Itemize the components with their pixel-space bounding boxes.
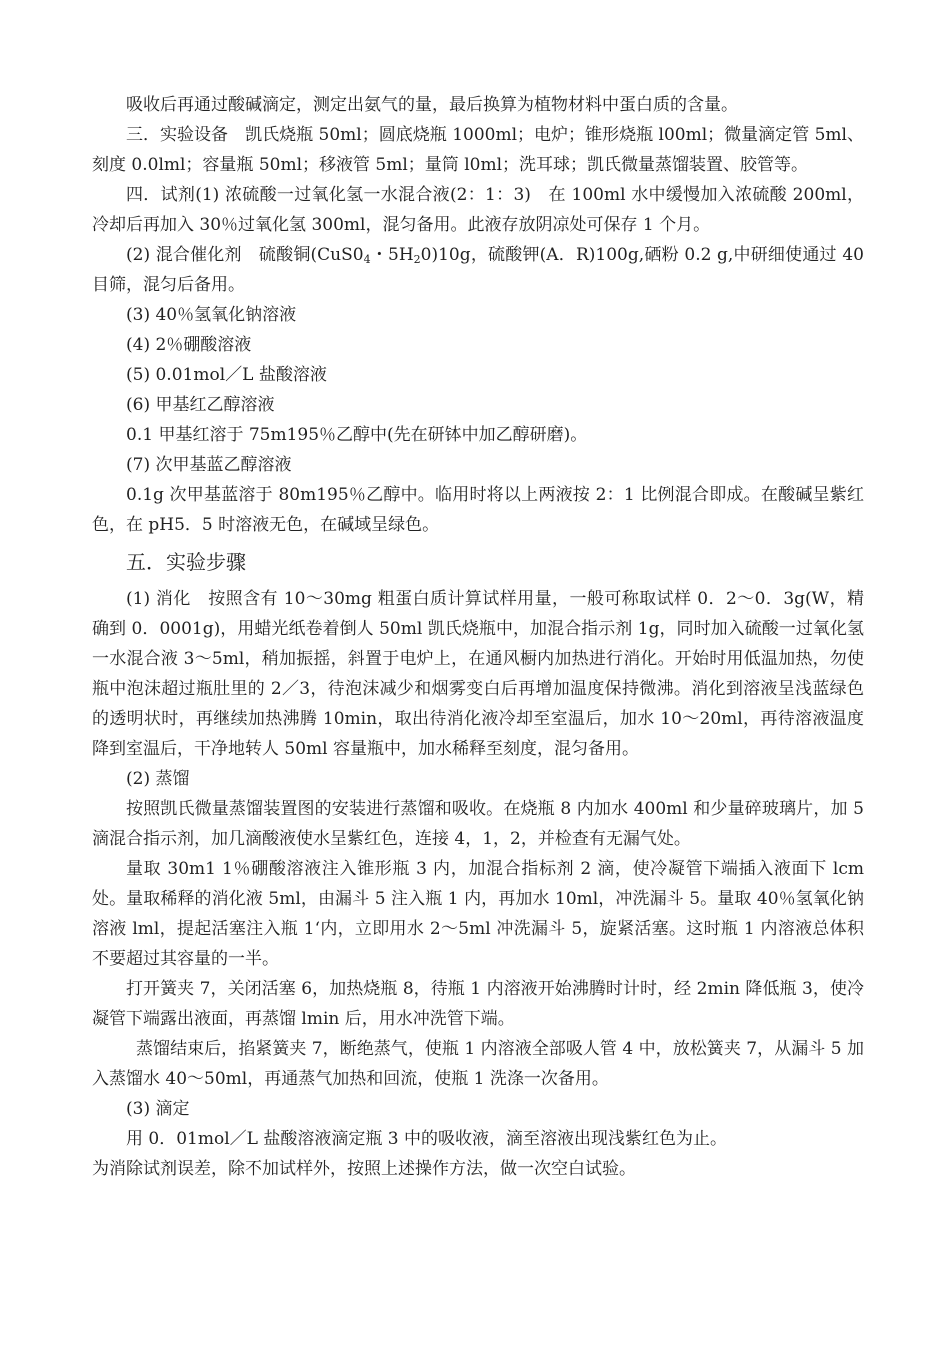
distillation-sample: 量取 30m1 1％硼酸溶液注入锥形瓶 3 内，加混合指标剂 2 滴，使冷凝管下端插入液面下 lcm 处。量取稀释的消化液 5ml，由漏斗 5 注入瓶 1 内，再加水 10ml，冲洗漏斗 5。量取 40％氢氧化钠溶液 lml，提起活塞注入瓶 1‘内，立即用水 2～5ml 冲洗漏斗 5，旋紧活塞。这时瓶 1 内溶液总体积不要超过其容量的一半。 (92, 859, 864, 969)
step-distillation-title: (2) 蒸馏 (126, 769, 190, 789)
catalyst-text-c: 0)10g，硫酸钾(A．R)100g,硒粉 0.2 g,中研细使通过 40 目筛，混匀后备用。 (92, 245, 864, 295)
reagent-methyl-red: (6) 甲基红乙醇溶液 (126, 395, 275, 415)
methylene-blue-prep: 0.1g 次甲基蓝溶于 80m195％乙醇中。临用时将以上两液按 2：1 比例混合即成。在酸碱呈紫红色，在 pH5．5 时溶液无色，在碱域呈绿色。 (92, 485, 864, 535)
section-reagents: 四．试剂(1) 浓硫酸一过氧化氢一水混合液(2：1：3) 在 100ml 水中缓慢加入浓硫酸 200ml，冷却后再加入 30％过氧化氢 300ml，混匀备用。此液存放阴凉处可保存 1 个月。 (92, 185, 864, 235)
methyl-red-prep: 0.1 甲基红溶于 75m195％乙醇中(先在研钵中加乙醇研磨)。 (126, 425, 588, 445)
reagent-methylene-blue: (7) 次甲基蓝乙醇溶液 (126, 455, 292, 475)
document-page (92, 90, 864, 1184)
blank-test-text: 为消除试剂误差，除不加试样外，按照上述操作方法，做一次空白试验。 (92, 1159, 636, 1179)
distillation-heating: 打开簧夹 7，关闭活塞 6，加热烧瓶 8，待瓶 1 内溶液开始沸腾时计时，经 2min 降低瓶 3，使冷凝管下端露出液面，再蒸馏 lmin 后，用水冲洗管下端。 (92, 979, 864, 1029)
section-equipment: 三．实验设备 凯氏烧瓶 50ml；圆底烧瓶 1000ml；电炉；锥形烧瓶 l00ml；微量滴定管 5ml、刻度 0.0lml；容量瓶 50ml；移液管 5ml；量筒 l0ml；洗耳球；凯氏微量蒸馏装置、胶管等。 (92, 125, 864, 175)
titration-text: 用 0．01mol／L 盐酸溶液滴定瓶 3 中的吸收液，滴至溶液出现浅紫红色为止。 (126, 1129, 727, 1149)
section-heading-procedure: 五．实验步骤 (126, 550, 246, 574)
step-digestion: (1) 消化 按照含有 10～30mg 粗蛋白质计算试样用量，一般可称取试样 0．2～0．3g(W，精确到 0．0001g)，用蜡光纸卷着倒人 50ml 凯氏烧瓶中，加混合指示剂 1g，同时加入硫酸一过氧化氢一水混合液 3～5ml，稍加振摇，斜置于电炉上，在通风橱内加热进行消化。开始时用低温加热，勿使瓶中泡沫超过瓶肚里的 2／3，待泡沫减少和烟雾变白后再增加温度保持微沸。消化到溶液呈浅蓝绿色的透明状时，再继续加热沸腾 10min，取出待消化液冷却至室温后，加水 10～20ml，再待溶液温度降到室温后，干净地转人 50ml 容量瓶中，加水稀释至刻度，混匀备用。 (92, 589, 864, 759)
distillation-end: 蒸馏结束后，掐紧簧夹 7，断绝蒸气，使瓶 1 内溶液全部吸人管 4 中，放松簧夹 7，从漏斗 5 加入蒸馏水 40～50ml，再通蒸气加热和回流，使瓶 1 洗涤一次备用。 (92, 1039, 864, 1089)
step-titration-title: (3) 滴定 (126, 1099, 190, 1119)
reagent-catalyst (92, 240, 864, 300)
reagent-boric-acid: (4) 2％硼酸溶液 (126, 335, 252, 355)
reagent-hcl: (5) 0.01mol／L 盐酸溶液 (126, 365, 327, 385)
distillation-setup: 按照凯氏微量蒸馏装置图的安装进行蒸馏和吸收。在烧瓶 8 内加水 400ml 和少量碎玻璃片，加 5 滴混合指示剂，加几滴酸液使水呈紫红色，连接 4，1，2，并检查有无漏气处。 (92, 799, 864, 849)
catalyst-text-a: (2) 混合催化剂 硫酸铜(CuS0 (126, 245, 364, 265)
subscript-2: 2 (413, 253, 421, 266)
reagent-naoh: (3) 40％氢氧化钠溶液 (126, 305, 297, 325)
subscript-4: 4 (363, 253, 371, 266)
paragraph-absorption: 吸收后再通过酸碱滴定，测定出氨气的量，最后换算为植物材料中蛋白质的含量。 (126, 95, 738, 115)
catalyst-text-b: ・5H (370, 245, 414, 265)
